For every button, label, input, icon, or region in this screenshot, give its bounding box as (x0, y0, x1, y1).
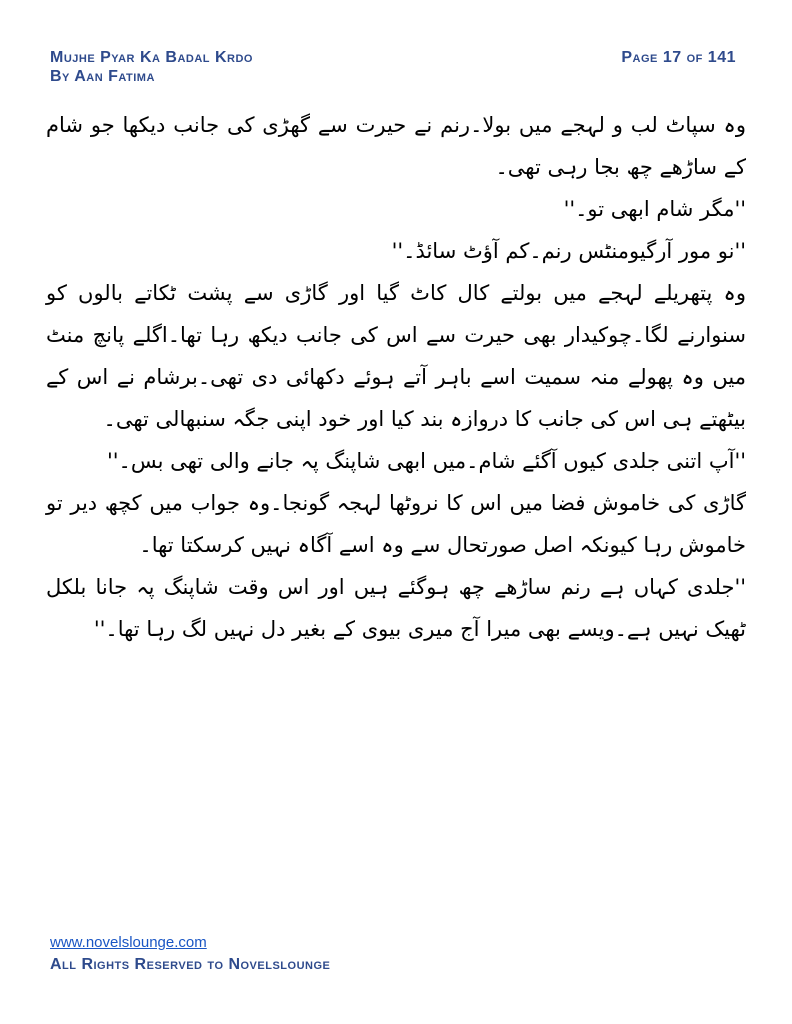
story-text (46, 104, 746, 650)
paragraph-6: گاڑی کی خاموش فضا میں اس کا نروٹھا لہجہ گونجا۔وہ جواب میں کچھ دیر تو خاموش رہا کیونکہ اصل صورتحال سے وہ اسے آگاہ نہیں کرسکتا تھا۔ (46, 491, 746, 557)
paragraph-1: وہ سپاٹ لب و لہجے میں بولا۔رنم نے حیرت سے گھڑی کی جانب دیکھا جو شام کے ساڑھے چھ بجا رہی تھی۔ (46, 113, 746, 179)
copyright-notice: All Rights Reserved to Novelslounge (50, 956, 331, 973)
page-indicator: Page 17 of 141 (621, 49, 736, 66)
website-link[interactable]: www.novelslounge.com (50, 934, 207, 951)
paragraph-5: ''آپ اتنی جلدی کیوں آگئے شام۔میں ابھی شاپنگ پہ جانے والی تھی بس۔'' (106, 449, 746, 473)
paragraph-2: ''مگر شام ابھی تو۔'' (563, 197, 746, 221)
paragraph-4: وہ پتھریلے لہجے میں بولتے کال کاٹ گیا اور گاڑی سے پشت ٹکاتے بالوں کو سنوارنے لگا۔چوکیدار بھی حیرت سے اس کی جانب دیکھ رہا تھا۔اگلے پانچ منٹ میں وہ پھولے منہ سمیت اسے باہر آتے ہوئے دکھائی دی تھی۔برشام نے اس کے بیٹھتے ہی اس کی جانب کا دروازہ بند کیا اور خود اپنی جگہ سنبھالی تھی۔ (46, 281, 746, 431)
paragraph-7: ''جلدی کہاں ہے رنم ساڑھے چھ ہوگئے ہیں اور اس وقت شاپنگ پہ جانا بلکل ٹھیک نہیں ہے۔ویسے بھی میرا آج میری بیوی کے بغیر دل نہیں لگ رہا تھا۔'' (46, 575, 746, 641)
paragraph-3: ''نو مور آرگیومنٹس رنم۔کم آؤٹ سائڈ۔'' (391, 239, 746, 263)
novel-author: By Aan Fatima (50, 68, 155, 85)
novel-title: Mujhe Pyar Ka Badal Krdo (50, 49, 253, 66)
